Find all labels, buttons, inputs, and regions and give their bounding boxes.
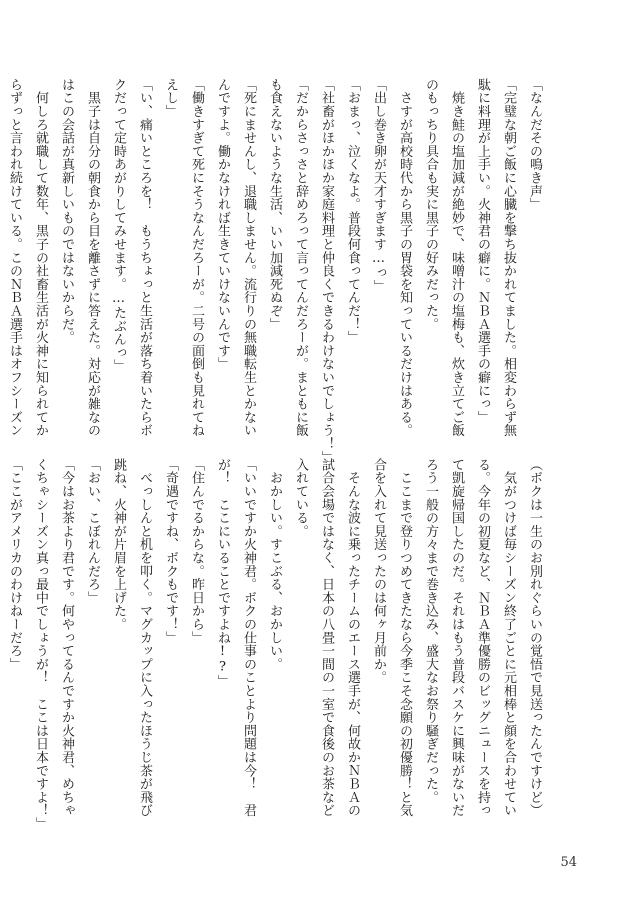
text-line: えし」 [163,78,178,118]
text-line: そんな波に乗ったチームのエース選手が、何故かＮＢＡの [345,458,360,818]
text-line: も食えないような生活、いい加減死ぬぞ」 [267,78,282,331]
text-line: くちゃシーズン真っ最中でしょうが！ ここは日本ですよ！」 [33,458,48,831]
text-line: て凱旋帰国したのだ。それはもう普段バスケに興味がないだ [449,458,464,818]
text-line: 「いいですか火神君。ボクの仕事のことより問題は今！ 君 [241,458,256,818]
text-line: が！ ここにいることですよね!?」 [215,458,230,689]
text-line: 跳ね、火神が片眉を上げた。 [111,458,126,631]
text-line: 「死にませんし、退職しません。流行りの無職転生とかない [241,78,256,438]
text-line: （ボクは一生のお別れぐらいの覚悟で見送ったんですけど） [527,458,542,818]
text-line: 「おい、こぼれんだろ」 [85,458,100,605]
text-line: 合を入れて見送ったのは何ヶ月前か。 [371,458,386,685]
text-line: 「なんだその鳴き声」 [527,78,542,211]
text-line: 黒子は自分の朝食から目を離さずに答えた。対応が雑なの [85,78,100,438]
text-line: る。今年の初夏など、ＮＢＡ準優勝のビッグニュースを持っ [475,458,490,818]
text-line: んですよ。働かなければ生きていけないんです」 [215,78,230,371]
text-line: 「住んでるからな。昨日から」 [189,458,204,645]
text-block-top [7,78,547,490]
text-line: 「今はお茶より君です。何やってるんですか火神君、めちゃ [59,458,74,818]
text-line [0,78,1,490]
text-line: らずっと言われ続けている。このＮＢＡ選手はオフシーズン [7,78,22,438]
text-line: 何しろ就職して数年、黒子の社畜生活が火神に知られてか [33,78,48,438]
text-line: ここまで登りつめてきたなら今季こそ念願の初優勝！と気 [397,458,412,818]
text-line: おかしい。すこぶる、おかしい。 [267,458,282,671]
text-line: 入れている。 [293,458,308,538]
page-number: 54 [560,855,577,870]
text-line: 「奇遇ですね、ボクもです！」 [163,458,178,645]
text-block-bottom [7,458,547,858]
text-line: 焼き鮭の塩加減が絶妙で、味噌汁の塩梅も、炊き立てご飯 [449,78,464,438]
text-line: 「社畜がほかほか家庭料理と仲良くできるわけないでしょう！」 [319,78,334,464]
text-line: クだって定時あがりしてみせます。…たぶんっ」 [111,78,126,373]
text-line: べっしんと机を叩く。マグカップに入ったほうじ茶が飛び [137,458,152,818]
text-line: さすが高校時代から黒子の胃袋を知っているだけはある。 [397,78,412,438]
text-line: 「い、痛いところを！ もうちょっと生活が落ち着いたらボ [137,78,152,438]
text-line: のもっちり具合も実に黒子の好みだった。 [423,78,438,331]
text-line: 試合会場ではなく、日本の八畳一間の一室で食後のお茶など [319,458,334,818]
text-line: 「働きすぎて死にそうなんだろーが。二号の面倒も見れてね [189,78,204,438]
text-line: 「出し巻き卵が天才すぎます…っ」 [371,78,386,293]
text-line: 「完璧な朝ご飯に心臓を撃ち抜かれてました。相変わらず無 [501,78,516,438]
text-line: 駄に料理が上手い。火神君の癖に。ＮＢＡ選手の癖にっ」 [475,78,490,424]
text-line: 気がつけば毎シーズン終了ごとに元相棒と顔を合わせてい [501,458,516,818]
text-line: 「ここがアメリカのわけねーだろ」 [7,458,22,671]
text-line: ろう一般の方々まで巻き込み、盛大なお祭り騒ぎだった。 [423,458,438,804]
text-line: 「だからさっさと辞めろって言ってんだろーが。まともに飯 [293,78,308,438]
text-line: はこの会話が真新しいものではないからだ。 [59,78,74,344]
text-line: 「おまっ、泣くなよ。普段何食ってんだ！」 [345,78,360,344]
